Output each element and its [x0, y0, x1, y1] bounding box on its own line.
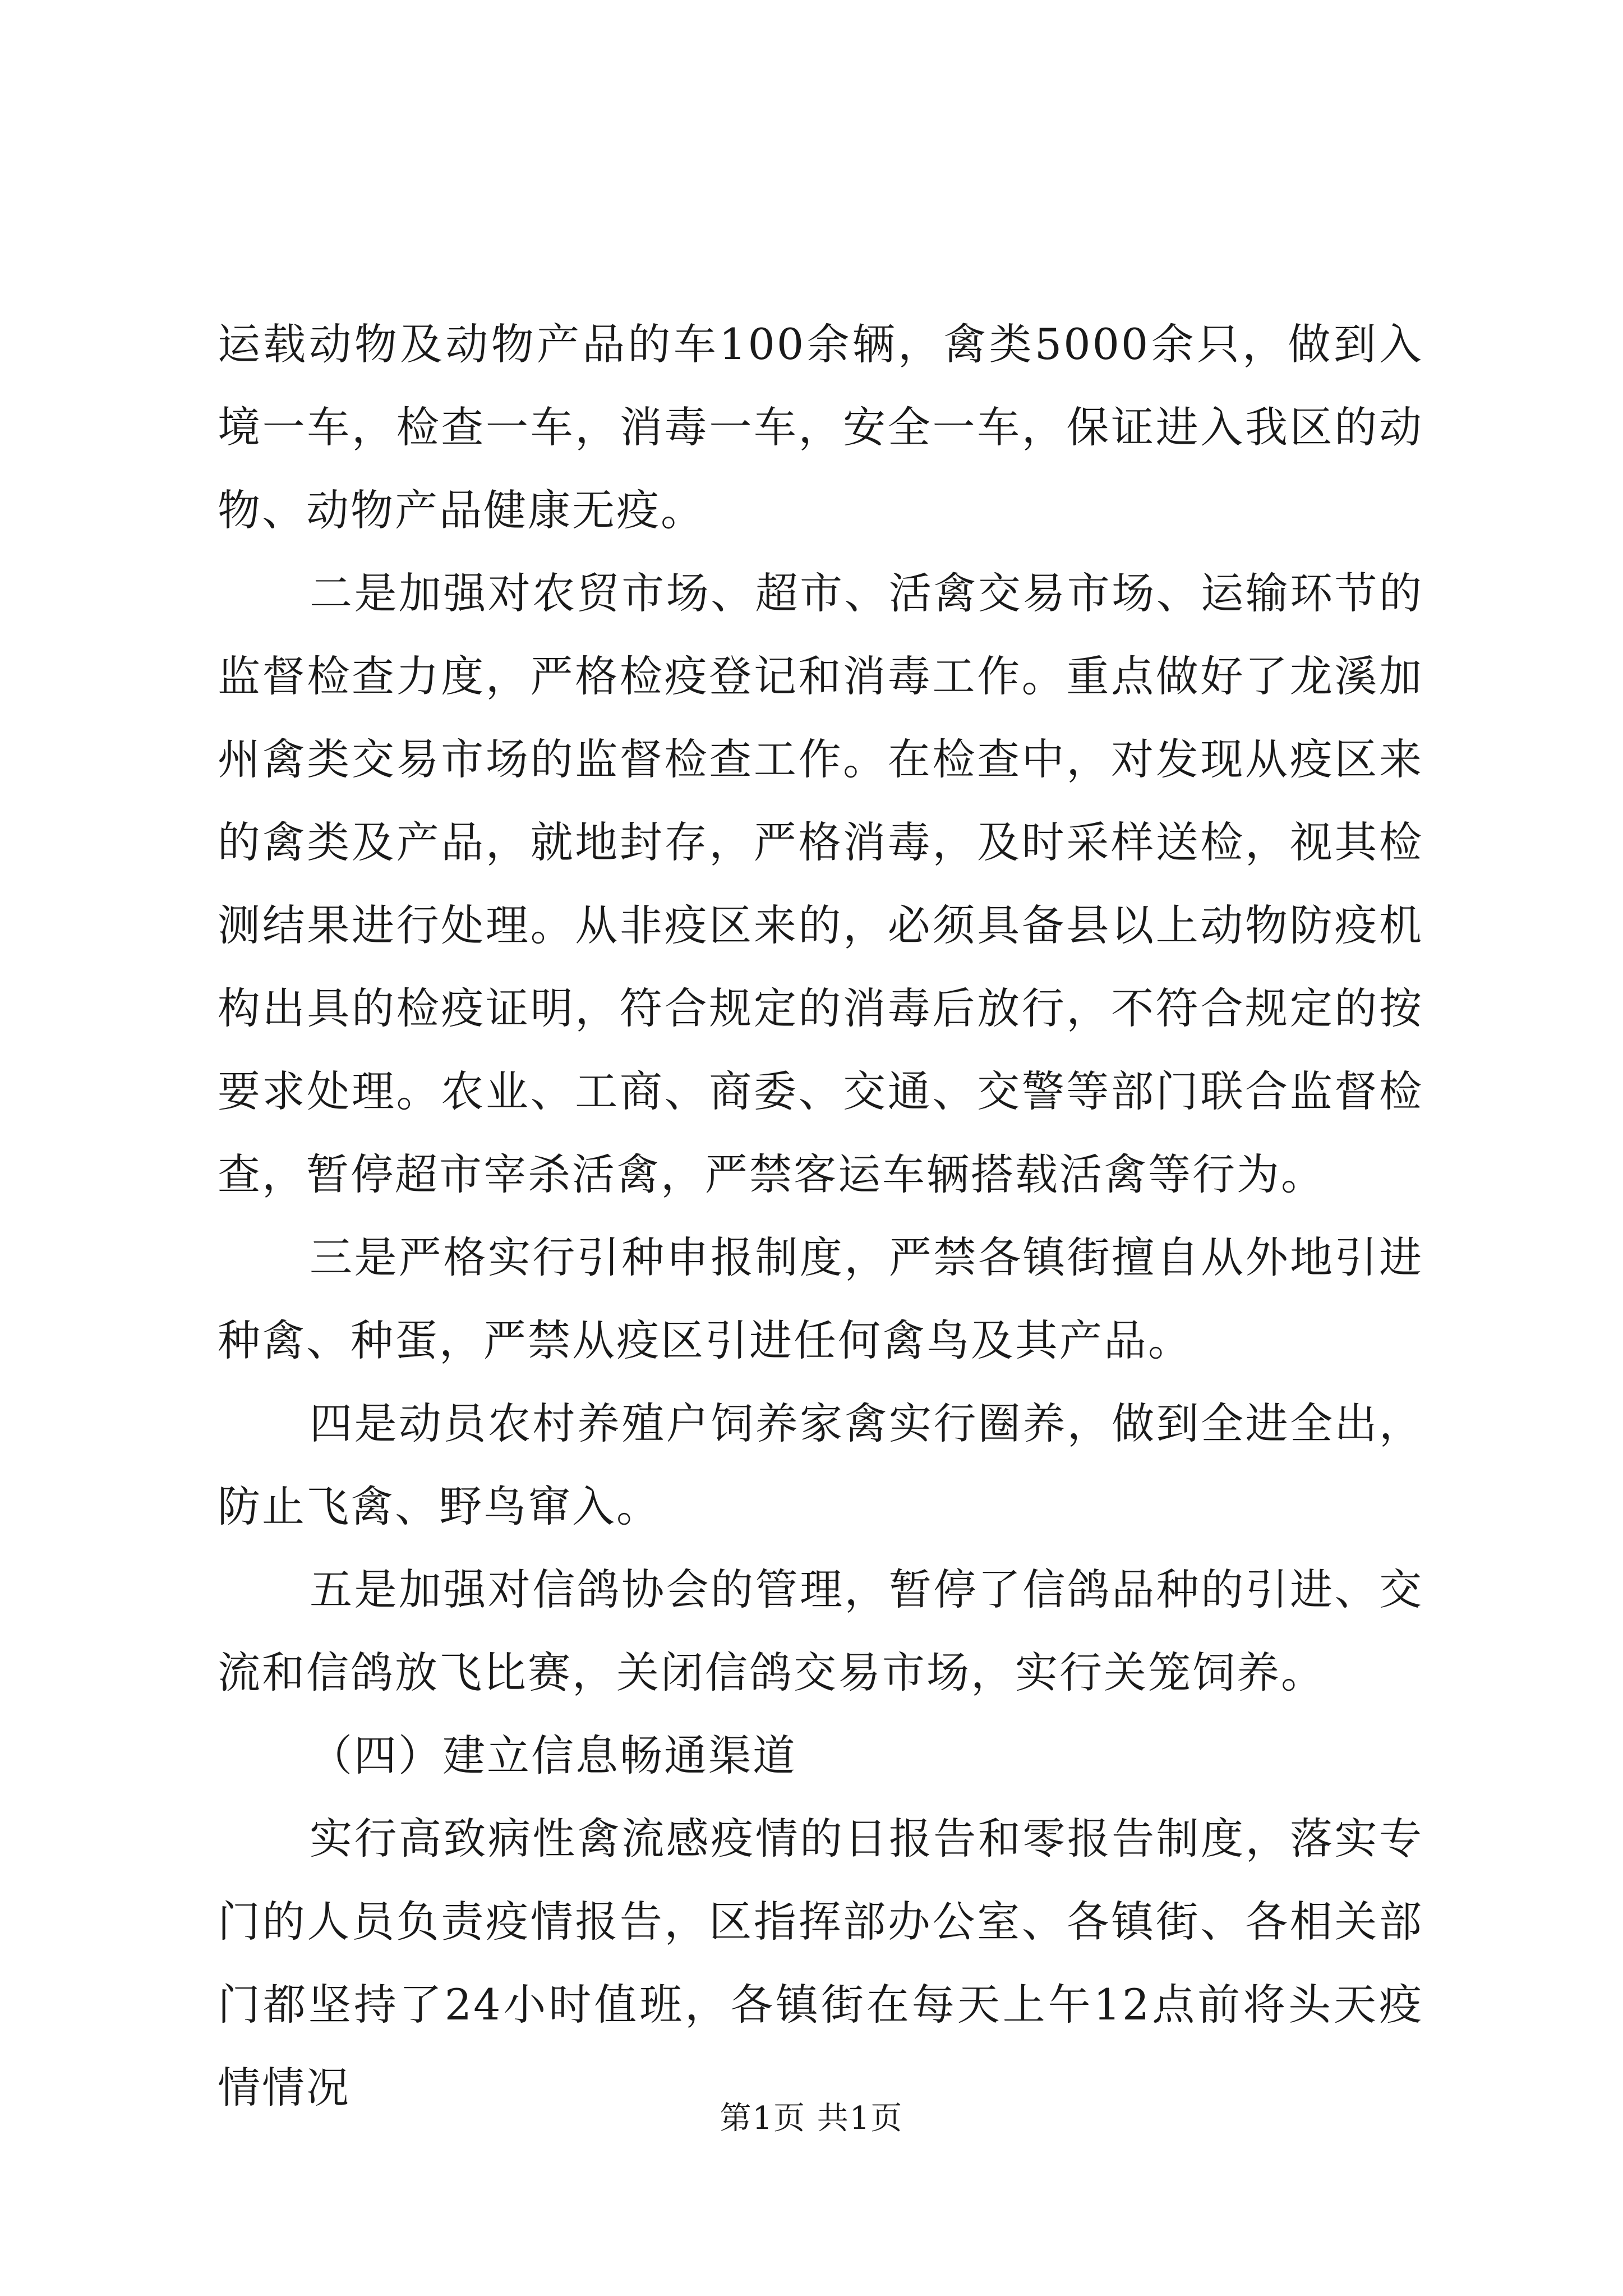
paragraph-item-two: 二是加强对农贸市场、超市、活禽交易市场、运输环节的监督检查力度，严格检疫登记和消毒工作。重点做好了龙溪加州禽类交易市场的监督检查工作。在检查中，对发现从疫区来的禽类及产品，就地封存，严格消毒，及时采样送检，视其检测结果进行处理。从非疫区来的，必须具备县以上动物防疫机构出具的检疫证明，符合规定的消毒后放行，不符合规定的按要求处理。农业、工商、商委、交通、交警等部门联合监督检查，暂停超市宰杀活禽，严禁客运车辆搭载活禽等行为。 [218, 568, 1423, 1199]
page-footer: 第1页 共1页 [720, 2100, 903, 2137]
paragraph-continuation: 运载动物及动物产品的车100余辆，禽类5000余只，做到入境一车，检查一车，消毒一车，安全一车，保证进入我区的动物、动物产品健康无疫。 [218, 319, 1423, 535]
paragraph-item-four: 四是动员农村养殖户饲养家禽实行圈养，做到全进全出，防止飞禽、野鸟窜入。 [218, 1398, 1423, 1531]
paragraph-info-channel: 实行高致病性禽流感疫情的日报告和零报告制度，落实专门的人员负责疫情报告，区指挥部办公室、各镇街、各相关部门都坚持了24小时值班，各镇街在每天上午12点前将头天疫情情况 [218, 1814, 1423, 2113]
section-heading: （四）建立信息畅通渠道 [310, 1731, 797, 1780]
document-body [218, 303, 1423, 2129]
paragraph-item-five: 五是加强对信鸽协会的管理，暂停了信鸽品种的引进、交流和信鸽放飞比赛，关闭信鸽交易市场，实行关笼饲养。 [218, 1565, 1423, 1697]
paragraph-item-three: 三是严格实行引种申报制度，严禁各镇街擅自从外地引进种禽、种蛋，严禁从疫区引进任何禽鸟及其产品。 [218, 1232, 1423, 1365]
